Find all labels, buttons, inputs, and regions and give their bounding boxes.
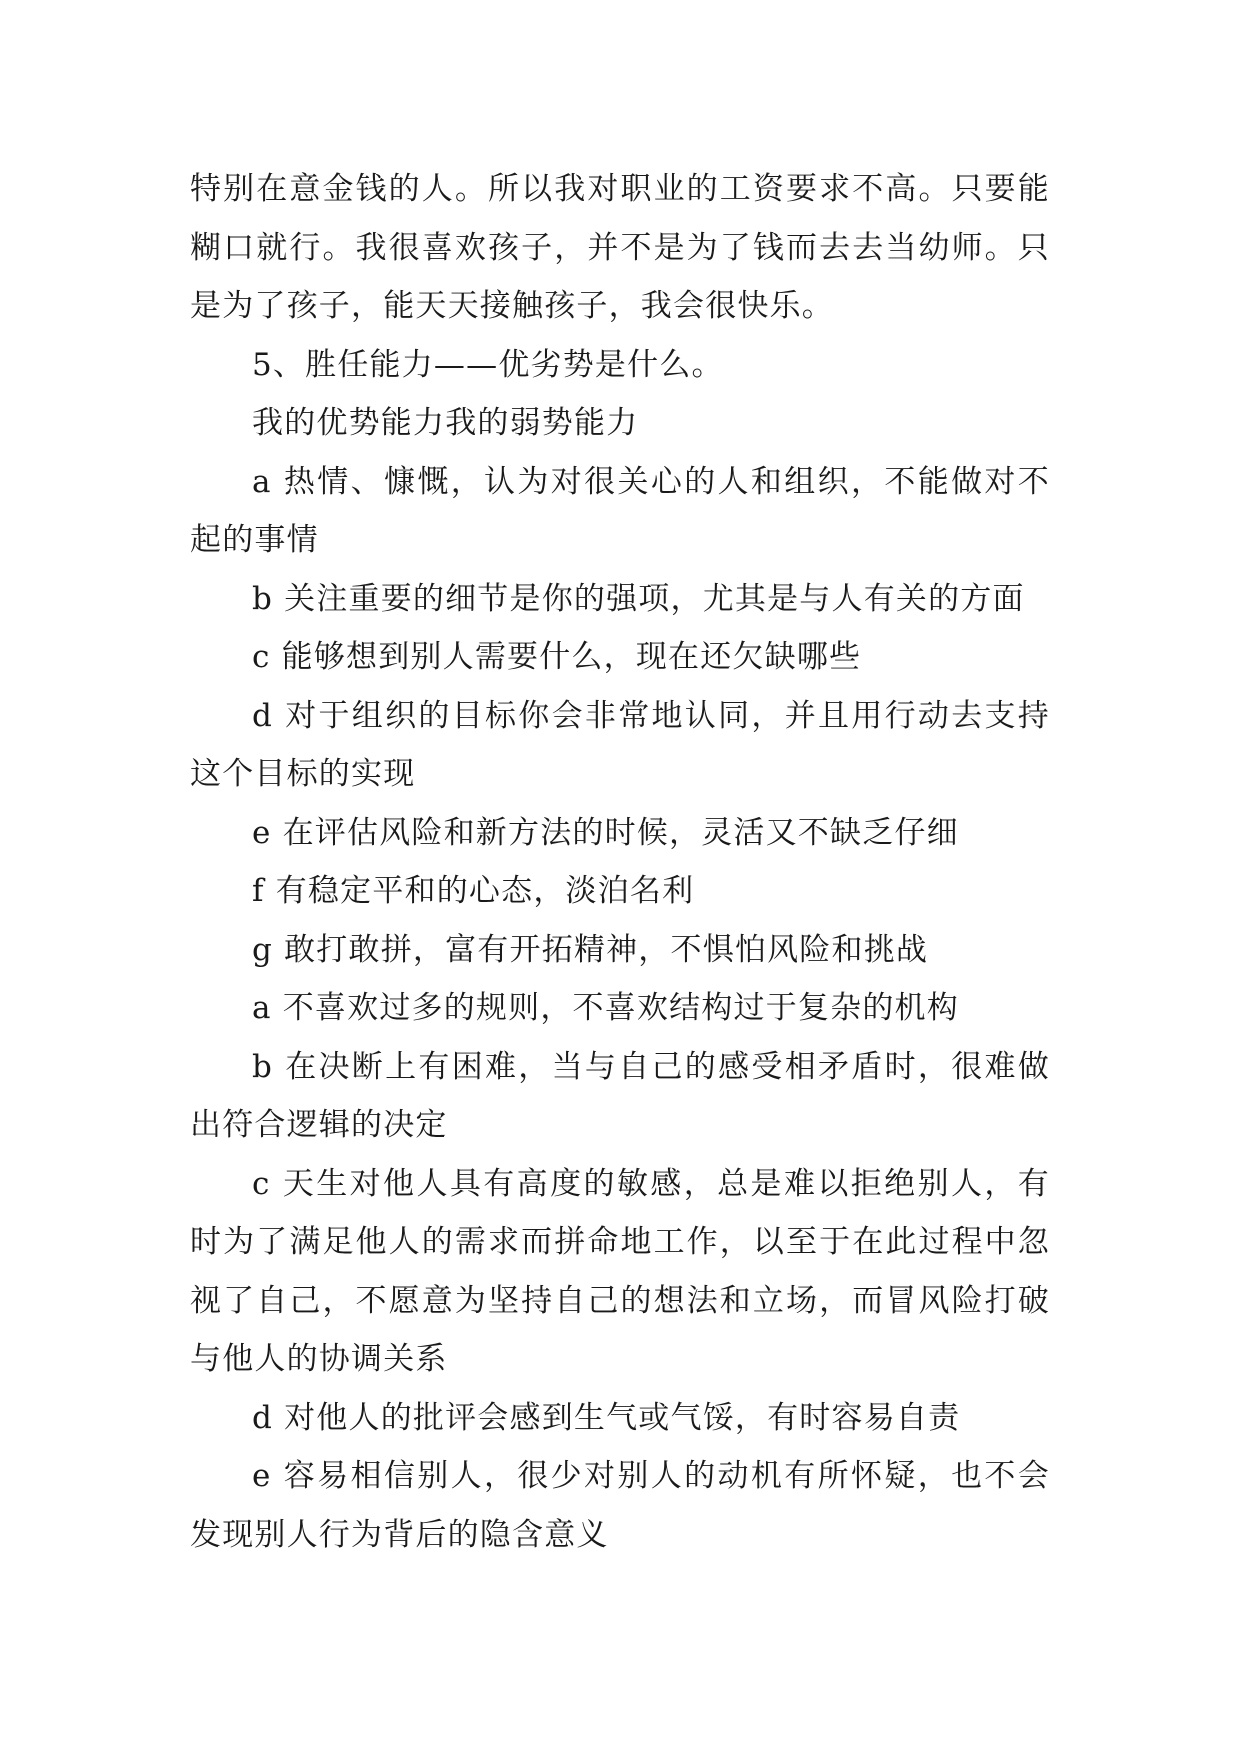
list-item: d 对于组织的目标你会非常地认同，并且用行动去支持这个目标的实现 xyxy=(190,697,1050,792)
list-item: g 敢打敢拼，富有开拓精神，不惧怕风险和挑战 xyxy=(252,931,929,968)
list-item: e 在评估风险和新方法的时候，灵活又不缺乏仔细 xyxy=(252,814,959,851)
list-item: d 对他人的批评会感到生气或气馁，有时容易自责 xyxy=(252,1399,961,1436)
list-item: e 容易相信别人，很少对别人的动机有所怀疑，也不会发现别人行为背后的隐含意义 xyxy=(190,1458,1050,1553)
list-item: a 不喜欢过多的规则，不喜欢结构过于复杂的机构 xyxy=(252,990,959,1026)
list-item: a 热情、慷慨，认为对很关心的人和组织，不能做对不起的事情 xyxy=(190,463,1050,558)
list-item: c 能够想到别人需要什么，现在还欠缺哪些 xyxy=(252,639,862,675)
document-body xyxy=(190,160,1050,1564)
paragraph: 特别在意金钱的人。所以我对职业的工资要求不高。只要能糊口就行。我很喜欢孩子，并不是为了钱而去去当幼师。只是为了孩子，能天天接触孩子，我会很快乐。 xyxy=(190,171,1050,324)
list-item: c 天生对他人具有高度的敏感，总是难以拒绝别人，有时为了满足他人的需求而拼命地工作，以至于在此过程中忽视了自己，不愿意为坚持自己的想法和立场，而冒风险打破与他人的协调关系 xyxy=(190,1165,1050,1377)
list-item: b 关注重要的细节是你的强项，尤其是与人有关的方面 xyxy=(252,580,1025,617)
list-item: f 有稳定平和的心态，淡泊名利 xyxy=(252,873,695,909)
paragraph: 我的优势能力我的弱势能力 xyxy=(252,405,639,441)
list-item: b 在决断上有困难，当与自己的感受相矛盾时，很难做出符合逻辑的决定 xyxy=(190,1048,1050,1143)
section-heading: 5、胜任能力——优劣势是什么。 xyxy=(252,346,724,383)
